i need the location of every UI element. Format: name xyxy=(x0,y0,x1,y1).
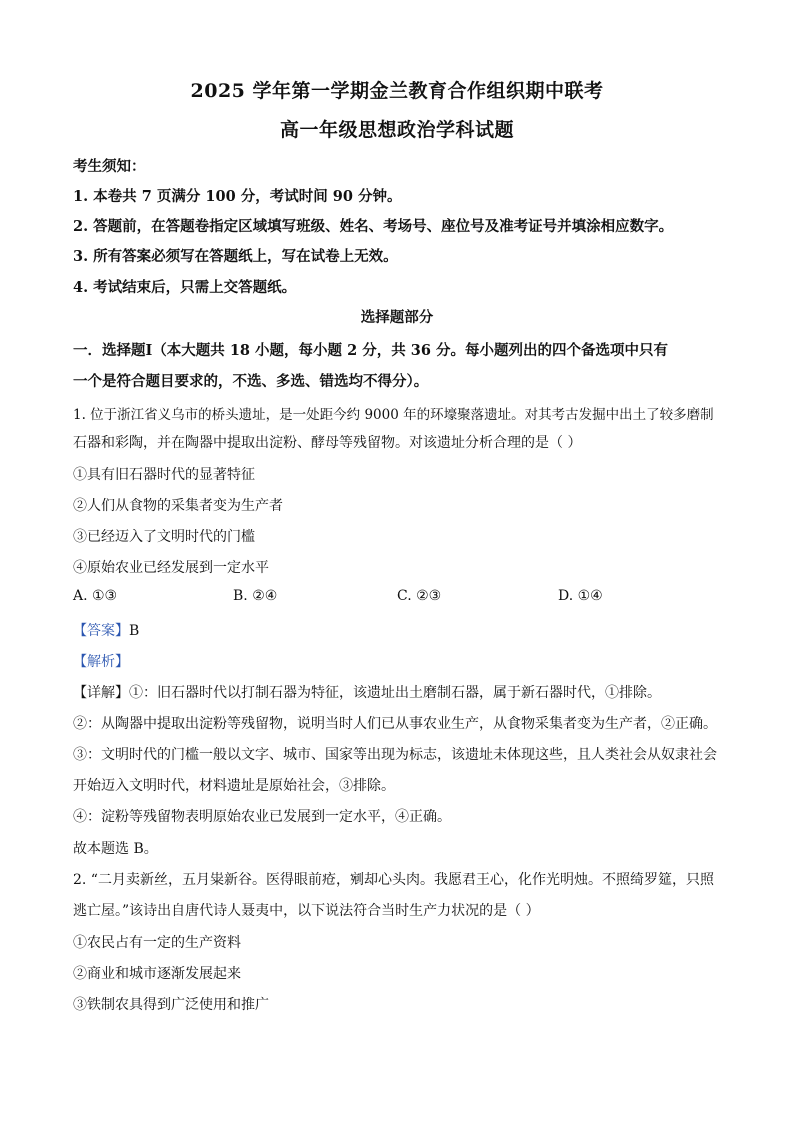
q1-stem-line-1: 1. 位于浙江省义乌市的桥头遗址，是一处距今约 9000 年的环壕聚落遗址。对其考古发掘中出土了较多磨制 xyxy=(73,407,714,423)
q1-option-b: B. ②④ xyxy=(233,588,278,604)
q2-statement-1: ①农民占有一定的生产资料 xyxy=(73,935,241,951)
section-instruction-line-1: 一．选择题Ⅰ（本大题共 18 小题，每小题 2 分，共 36 分。每小题列出的四个备选项中只有 xyxy=(73,342,669,359)
section-title: 选择题部分 xyxy=(360,309,434,326)
q1-detail-line-5: ④：淀粉等残留物表明原始农业已发展到一定水平，④正确。 xyxy=(73,809,451,825)
q1-detail-line-3: ③：文明时代的门槛一般以文字、城市、国家等出现为标志，该遗址未体现这些，且人类社会从奴隶社会 xyxy=(73,747,717,763)
q1-option-d: D. ①④ xyxy=(558,588,603,604)
notice-item-2: 2. 答题前，在答题卷指定区域填写班级、姓名、考场号、座位号及准考证号并填涂相应数字。 xyxy=(73,218,674,235)
q1-option-a: A. ①③ xyxy=(73,588,118,604)
detail-text: ①：旧石器时代以打制石器为特征，该遗址出土磨制石器，属于新石器时代，①排除。 xyxy=(129,685,661,701)
notice-item-4: 4. 考试结束后，只需上交答题纸。 xyxy=(73,279,297,296)
q1-statement-2: ②人们从食物的采集者变为生产者 xyxy=(73,498,283,514)
answer-tag: 【答案】 xyxy=(73,623,129,639)
answer-value: B xyxy=(129,623,140,639)
q1-answer xyxy=(73,620,139,640)
notice-item-1: 1. 本卷共 7 页满分 100 分，考试时间 90 分钟。 xyxy=(73,188,402,205)
q1-option-c: C. ②③ xyxy=(397,588,442,604)
q1-statement-1: ①具有旧石器时代的显著特征 xyxy=(73,467,255,483)
q2-stem-line-2: 逃亡屋。”该诗出自唐代诗人聂夷中，以下说法符合当时生产力状况的是（ ） xyxy=(73,903,540,919)
q1-analysis-tag xyxy=(73,651,129,671)
detail-tag: 【详解】 xyxy=(73,685,129,701)
section-instruction-line-2: 一个是符合题目要求的，不选、多选、错选均不得分）。 xyxy=(73,373,429,390)
q1-detail-line-1 xyxy=(73,682,661,702)
exam-subtitle: 高一年级思想政治学科试题 xyxy=(279,119,514,141)
q2-stem-line-1: 2. “二月卖新丝，五月粜新谷。医得眼前疮，剜却心头肉。我愿君王心，化作光明烛。不照绮罗筵，只照 xyxy=(73,872,714,888)
q2-statement-3: ③铁制农具得到广泛使用和推广 xyxy=(73,997,269,1013)
exam-title: 2025 学年第一学期金兰教育合作组织期中联考 xyxy=(190,80,604,102)
q1-detail-line-2: ②：从陶器中提取出淀粉等残留物，说明当时人们已从事农业生产，从食物采集者变为生产者，②正确。 xyxy=(73,716,717,732)
analysis-tag: 【解析】 xyxy=(73,654,129,670)
q1-statement-4: ④原始农业已经发展到一定水平 xyxy=(73,560,269,576)
notice-heading: 考生须知： xyxy=(73,158,146,175)
q1-detail-line-4: 开始迈入文明时代，材料遗址是原始社会，③排除。 xyxy=(73,778,395,794)
q1-stem-line-2: 石器和彩陶，并在陶器中提取出淀粉、酵母等残留物。对该遗址分析合理的是（ ） xyxy=(73,435,582,451)
notice-item-3: 3. 所有答案必须写在答题纸上，写在试卷上无效。 xyxy=(73,248,398,265)
q1-conclusion: 故本题选 B。 xyxy=(73,841,158,857)
q1-statement-3: ③已经迈入了文明时代的门槛 xyxy=(73,529,255,545)
q2-statement-2: ②商业和城市逐渐发展起来 xyxy=(73,966,241,982)
